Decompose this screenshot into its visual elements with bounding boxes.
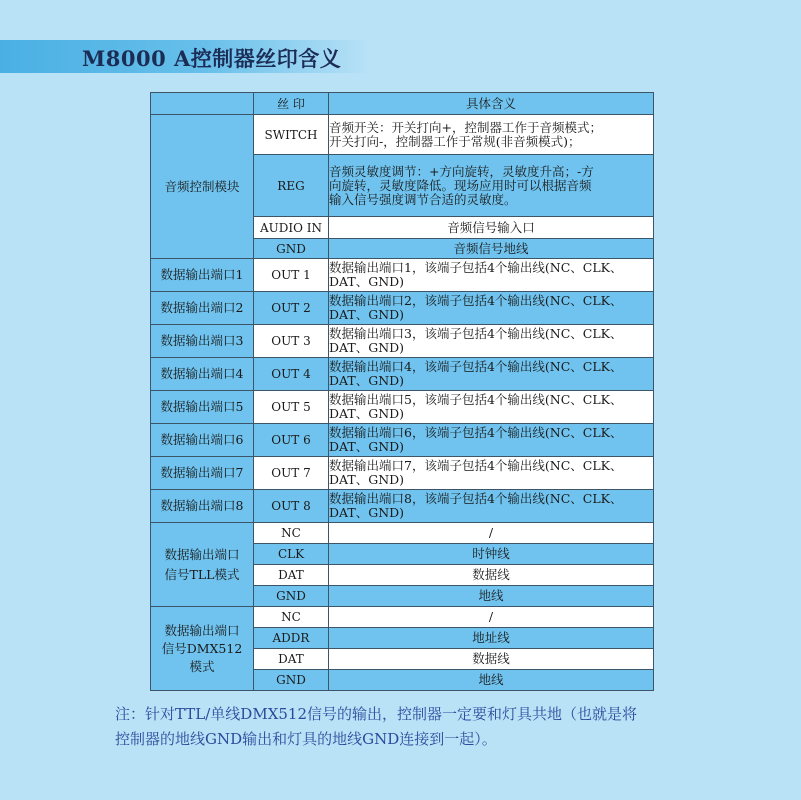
- label-out-3: OUT 3: [254, 325, 329, 358]
- label-out-2: OUT 2: [254, 292, 329, 325]
- desc-dmx-dat: 数据线: [329, 649, 654, 670]
- desc-ttl-gnd: 地线: [329, 586, 654, 607]
- group-audio: 音频控制模块: [151, 115, 254, 259]
- group-out-4: 数据输出端口4: [151, 358, 254, 391]
- desc-dmx-nc: /: [329, 607, 654, 628]
- group-out-8: 数据输出端口8: [151, 490, 254, 523]
- header-cell-silkscreen: 丝 印: [254, 93, 329, 115]
- table-row: [151, 424, 654, 457]
- group-out-1: 数据输出端口1: [151, 259, 254, 292]
- group-out-2: 数据输出端口2: [151, 292, 254, 325]
- label-dmx-dat: DAT: [254, 649, 329, 670]
- desc-out-5: 数据输出端口5，该端子包括4个输出线(NC、CLK、 DAT、GND): [329, 391, 654, 424]
- label-audio-in: AUDIO IN: [254, 217, 329, 239]
- desc-switch: 音频开关：开关打向+，控制器工作于音频模式； 开关打向-，控制器工作于常规(非音频模式)；: [329, 115, 654, 155]
- label-ttl-nc: NC: [254, 523, 329, 544]
- silkscreen-table: [150, 92, 654, 691]
- desc-out-6: 数据输出端口6，该端子包括4个输出线(NC、CLK、 DAT、GND): [329, 424, 654, 457]
- label-audio-gnd: GND: [254, 239, 329, 259]
- group-ttl: 数据输出端口 信号TLL模式: [151, 523, 254, 607]
- desc-ttl-dat: 数据线: [329, 565, 654, 586]
- desc-out-8: 数据输出端口8，该端子包括4个输出线(NC、CLK、 DAT、GND): [329, 490, 654, 523]
- footnote-line-2: 控制器的地线GND输出和灯具的地线GND连接到一起）。: [115, 730, 497, 748]
- desc-reg: 音频灵敏度调节：+方向旋转，灵敏度升高；-方 向旋转，灵敏度降低。现场应用时可以根据音频 输入信号强度调节合适的灵敏度。: [329, 155, 654, 217]
- desc-dmx-gnd: 地线: [329, 670, 654, 691]
- group-dmx: 数据输出端口 信号DMX512 模式: [151, 607, 254, 691]
- desc-out-2: 数据输出端口2，该端子包括4个输出线(NC、CLK、 DAT、GND): [329, 292, 654, 325]
- label-dmx-nc: NC: [254, 607, 329, 628]
- table-row: [151, 607, 654, 628]
- desc-out-7: 数据输出端口7，该端子包括4个输出线(NC、CLK、 DAT、GND): [329, 457, 654, 490]
- desc-audio-in: 音频信号输入口: [329, 217, 654, 239]
- desc-out-4: 数据输出端口4，该端子包括4个输出线(NC、CLK、 DAT、GND): [329, 358, 654, 391]
- footnote: [115, 702, 755, 752]
- table-row: [151, 115, 654, 155]
- label-dmx-addr: ADDR: [254, 628, 329, 649]
- table-header: [151, 93, 654, 115]
- table-row: [151, 325, 654, 358]
- desc-dmx-addr: 地址线: [329, 628, 654, 649]
- label-out-4: OUT 4: [254, 358, 329, 391]
- desc-ttl-nc: /: [329, 523, 654, 544]
- desc-out-1: 数据输出端口1，该端子包括4个输出线(NC、CLK、 DAT、GND): [329, 259, 654, 292]
- label-ttl-gnd: GND: [254, 586, 329, 607]
- label-switch: SWITCH: [254, 115, 329, 155]
- page-title: M8000 A控制器丝印含义: [82, 46, 342, 71]
- label-ttl-clk: CLK: [254, 544, 329, 565]
- table-row: [151, 523, 654, 544]
- desc-ttl-clk: 时钟线: [329, 544, 654, 565]
- label-out-1: OUT 1: [254, 259, 329, 292]
- footnote-line-1: 注：针对TTL/单线DMX512信号的输出，控制器一定要和灯具共地（也就是将: [115, 705, 638, 723]
- table-row: [151, 391, 654, 424]
- group-out-3: 数据输出端口3: [151, 325, 254, 358]
- label-out-7: OUT 7: [254, 457, 329, 490]
- group-out-6: 数据输出端口6: [151, 424, 254, 457]
- table-row: [151, 490, 654, 523]
- label-out-8: OUT 8: [254, 490, 329, 523]
- label-ttl-dat: DAT: [254, 565, 329, 586]
- table-row: [151, 292, 654, 325]
- label-dmx-gnd: GND: [254, 670, 329, 691]
- label-out-5: OUT 5: [254, 391, 329, 424]
- desc-audio-gnd: 音频信号地线: [329, 239, 654, 259]
- label-out-6: OUT 6: [254, 424, 329, 457]
- table-row: [151, 358, 654, 391]
- header-cell-meaning: 具体含义: [329, 93, 654, 115]
- group-out-5: 数据输出端口5: [151, 391, 254, 424]
- table-row: [151, 457, 654, 490]
- desc-out-3: 数据输出端口3，该端子包括4个输出线(NC、CLK、 DAT、GND): [329, 325, 654, 358]
- header-cell-group: [151, 93, 254, 115]
- table-row: [151, 259, 654, 292]
- group-out-7: 数据输出端口7: [151, 457, 254, 490]
- label-reg: REG: [254, 155, 329, 217]
